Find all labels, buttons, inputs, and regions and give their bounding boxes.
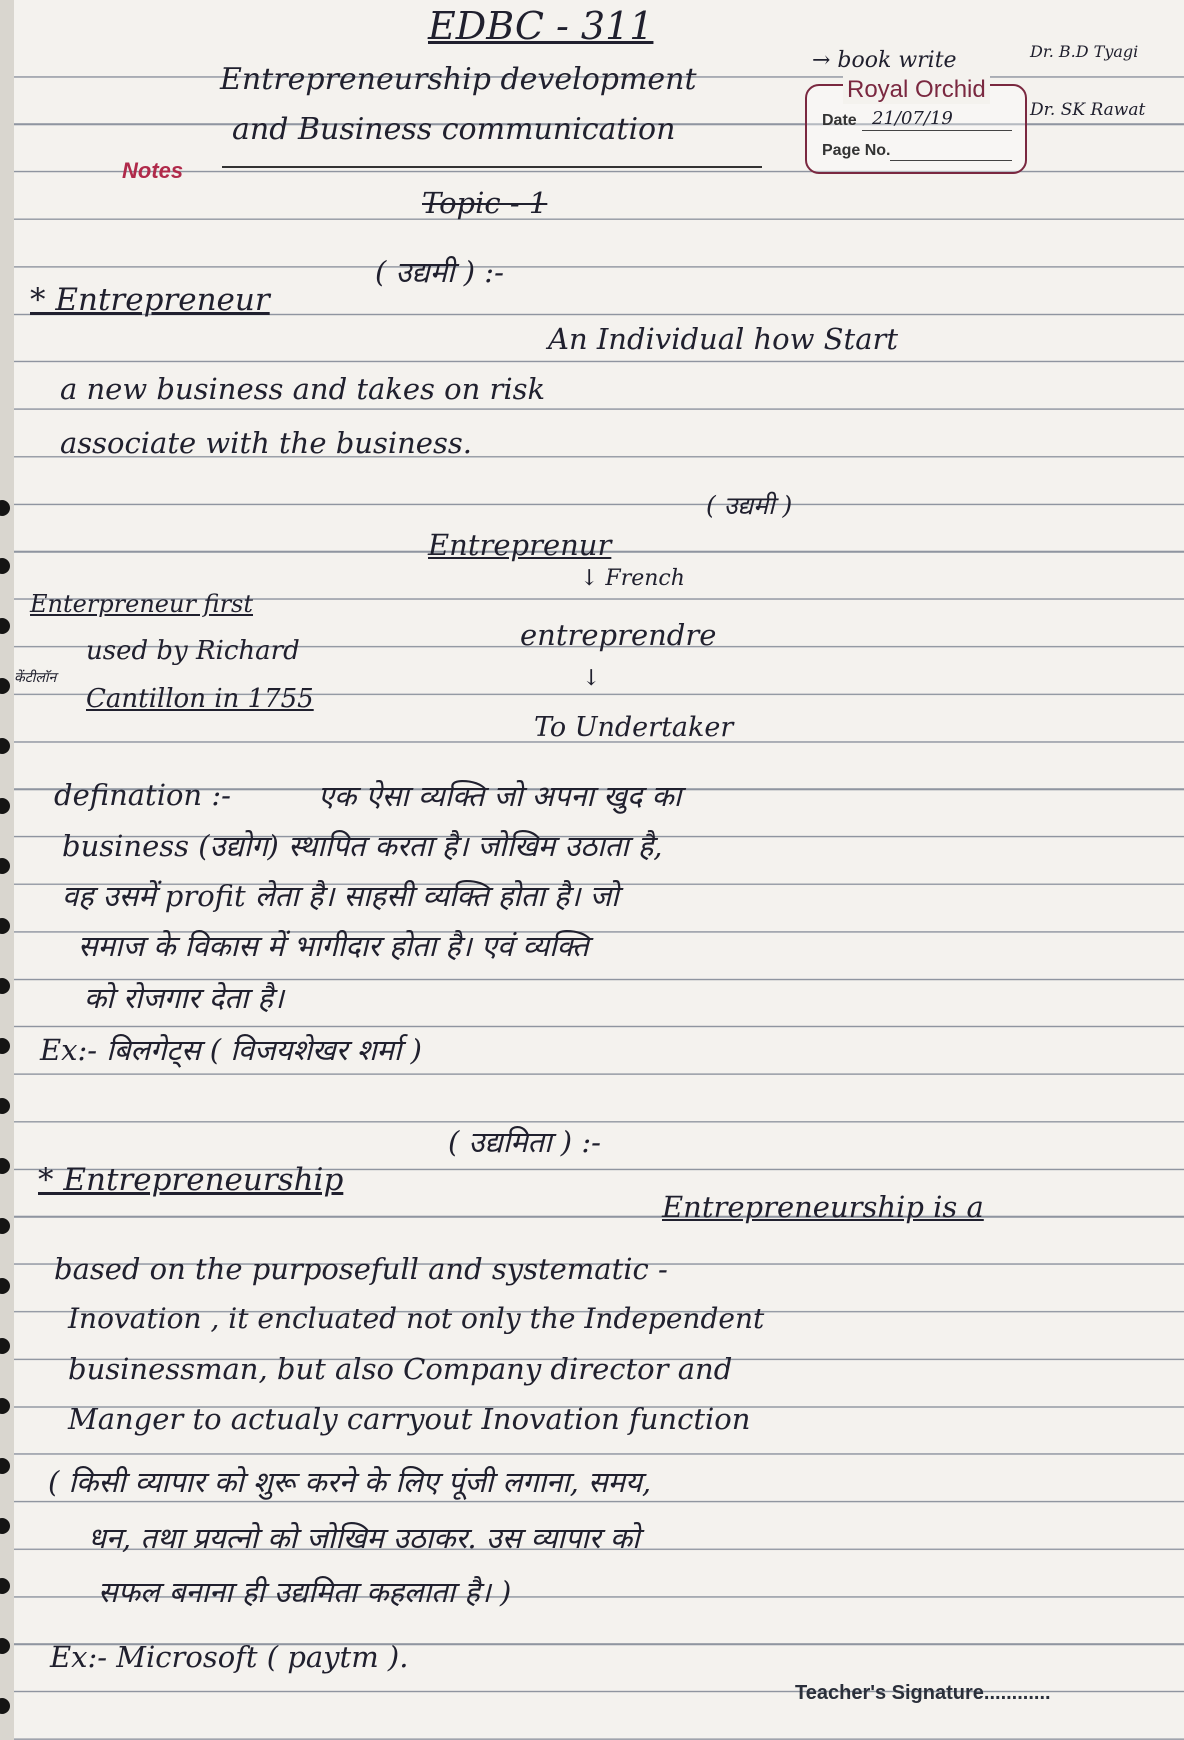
def-line-1: An Individual how Start <box>548 322 898 356</box>
es-line-5: Manger to actualy carryout Inovation function <box>68 1402 751 1436</box>
first-used-1: Enterpreneur first <box>30 590 253 618</box>
first-used-3: Cantillon in 1755 <box>86 684 314 714</box>
course-code: EDBC - 311 <box>428 4 654 48</box>
entrepreneurship-heading: * Entrepreneurship <box>38 1162 344 1198</box>
es-hindi-1: ( किसी व्यापार को शुरू करने के लिए पूंजी लगाना, समय, <box>48 1465 652 1499</box>
page-number-label: Page No. <box>822 142 891 159</box>
entrepreneur-example: Ex:- बिलगेट्स ( विजयशेखर शर्मा ) <box>40 1033 422 1067</box>
hindi-def-line-2: business (उद्योग) स्थापित करता है। जोखिम उठाता है, <box>62 829 663 863</box>
entrepreneur-hindi: ( उद्यमी ) :- <box>375 255 504 289</box>
notes-label: Notes <box>122 158 184 183</box>
title-underline <box>222 166 762 168</box>
arrow-french: ↓ French <box>580 566 685 591</box>
definition-label: defination :- <box>54 778 231 812</box>
entrepreneur-word: Entreprenur <box>428 528 612 562</box>
teacher-signature-label: Teacher's Signature............ <box>795 1682 1051 1704</box>
def-line-3: associate with the business. <box>60 426 472 460</box>
author-2: Dr. SK Rawat <box>1030 100 1146 120</box>
entrepreneurship-example: Ex:- Microsoft ( paytm ). <box>50 1640 409 1674</box>
hindi-def-line-4: समाज के विकास में भागीदार होता है। एवं व्यक्ति <box>78 929 589 963</box>
first-used-2: used by Richard <box>86 636 300 666</box>
entrepreneurship-hindi: ( उद्यमिता ) :- <box>448 1125 601 1159</box>
course-title-line1: Entrepreneurship development <box>220 62 697 97</box>
margin-note: केंटीलॉन <box>14 670 57 686</box>
brand-name: Royal Orchid <box>843 76 990 104</box>
book-note: → book write <box>812 48 957 73</box>
hindi-def-line-5: को रोजगार देता है। <box>84 981 284 1015</box>
entrepreneur-heading: * Entrepreneur <box>30 282 270 318</box>
french-word: entreprendre <box>520 618 717 652</box>
es-line-3: Inovation , it encluated not only the Independent <box>68 1302 765 1335</box>
undertaker-meaning: To Undertaker <box>534 712 734 743</box>
es-hindi-2: धन, तथा प्रयत्नो को जोखिम उठाकर. उस व्यापार को <box>88 1521 640 1555</box>
es-line-4: businessman, but also Company director and <box>68 1352 733 1386</box>
date-value: 21/07/19 <box>872 108 953 129</box>
es-line-2: based on the purposefull and systematic - <box>54 1252 668 1286</box>
date-label: Date <box>822 112 857 129</box>
arrow-down: ↓ <box>582 666 601 691</box>
author-1: Dr. B.D Tyagi <box>1030 42 1139 61</box>
page-number-line <box>890 160 1012 161</box>
date-line <box>862 130 1012 131</box>
topic-heading: Topic - 1 <box>422 186 548 220</box>
hindi-note: ( उद्यमी ) <box>706 491 793 520</box>
def-line-2: a new business and takes on risk <box>60 372 546 406</box>
es-hindi-3: सफल बनाना ही उद्यमिता कहलाता है। ) <box>98 1575 512 1609</box>
hindi-def-line-1: एक ऐसा व्यक्ति जो अपना खुद का <box>318 779 682 813</box>
es-line-1: Entrepreneurship is a <box>662 1190 984 1224</box>
hindi-def-line-3: वह उसमें profit लेता है। साहसी व्यक्ति होता है। जो <box>62 879 619 913</box>
course-title-line2: and Business communication <box>232 112 676 147</box>
